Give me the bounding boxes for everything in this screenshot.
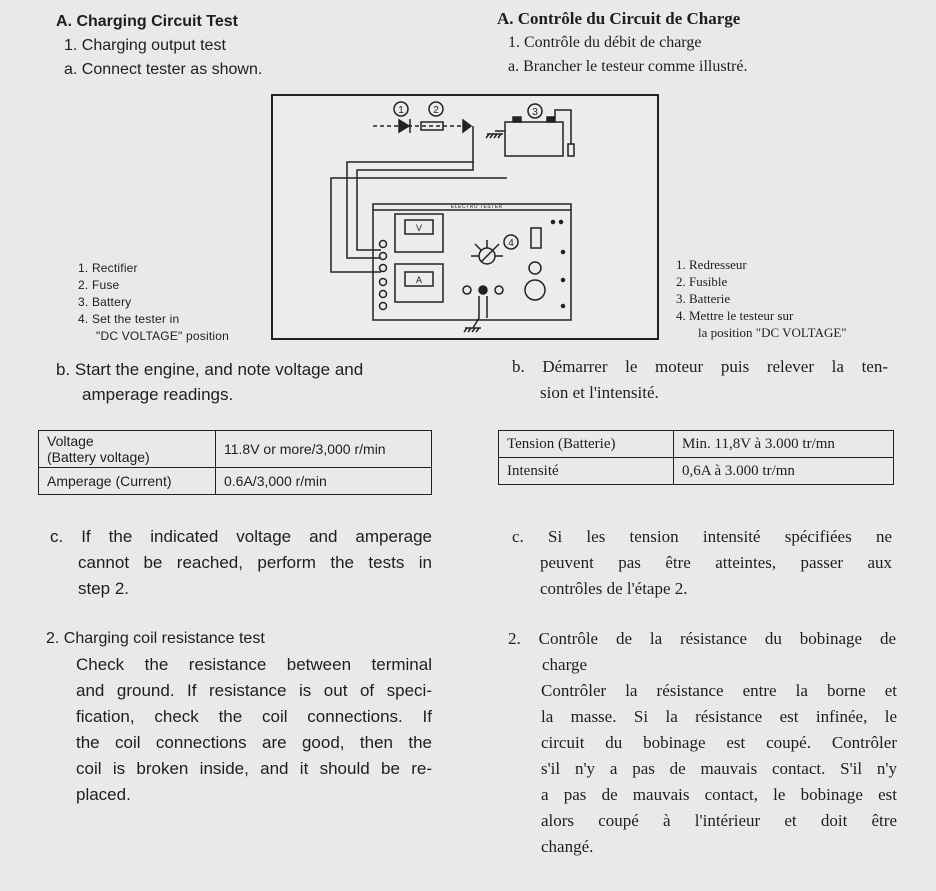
- tester-lamp-icon: [529, 262, 541, 274]
- voltmeter-label: V: [415, 223, 423, 233]
- terminal-icon: [380, 303, 387, 310]
- rectifier-diode-icon: [399, 120, 409, 132]
- step-a-fr: a. Brancher le testeur comme illustré.: [508, 58, 748, 75]
- terminal-icon: [380, 291, 387, 298]
- voltage-value: 11.8V or more/3,000 r/min: [216, 431, 432, 468]
- step-2-en-line2: and ground. If resistance is out of speci-: [76, 681, 432, 700]
- tension-label: Tension (Batterie): [499, 431, 674, 458]
- callout-2: 2: [433, 105, 439, 116]
- intensite-value: 0,6A à 3.000 tr/mn: [674, 458, 894, 485]
- step-b-en-line1: b. Start the engine, and note voltage and: [56, 360, 364, 379]
- terminal-icon: [380, 265, 387, 272]
- step-a-en: a. Connect tester as shown.: [64, 61, 263, 78]
- tester-dial-icon: [525, 280, 545, 300]
- step-c-en-line1: c. If the indicated voltage and amperage: [50, 527, 432, 546]
- step-2-fr-line7: changé.: [541, 837, 594, 856]
- step-b-en-line2: amperage readings.: [82, 385, 234, 404]
- step-2-title-en: 2. Charging coil resistance test: [46, 630, 265, 647]
- table-row: [39, 468, 432, 495]
- table-row: [39, 431, 432, 468]
- step-2-title-fr: [508, 629, 896, 681]
- step-2-en-line5: coil is broken inside, and it should be re-: [76, 759, 432, 778]
- legend-en-4: 4. Set the tester in: [78, 312, 180, 326]
- section-title-en: A. Charging Circuit Test: [56, 13, 238, 30]
- step-2-title-fr-line1: 2. Contrôle de la résistance du bobinage de: [508, 629, 896, 648]
- socket-icon: [479, 286, 487, 294]
- terminal-icon: [380, 279, 387, 286]
- step-1-fr: 1. Contrôle du débit de charge: [508, 34, 702, 51]
- second-diode-icon: [463, 120, 471, 132]
- intensite-label: Intensité: [499, 458, 674, 485]
- tester-switch: [531, 228, 541, 248]
- step-2-fr-line2: la masse. Si la résistance est infinée, le: [541, 707, 897, 726]
- ground-probe-wire: [473, 296, 479, 328]
- amperage-label: Amperage (Current): [39, 468, 216, 495]
- callout-4: 4: [508, 238, 514, 249]
- terminal-icon: [380, 253, 387, 260]
- voltage-label: Voltage: [47, 433, 94, 449]
- step-2-en-line1: Check the resistance between terminal: [76, 655, 432, 674]
- step-2-en-line6: placed.: [76, 785, 131, 804]
- ammeter-label: A: [415, 275, 423, 285]
- section-title-fr: A. Contrôle du Circuit de Charge: [497, 9, 741, 28]
- legend-en-2: 2. Fuse: [78, 278, 120, 292]
- step-2-title-fr-line2: charge: [542, 655, 587, 674]
- legend-fr-1: 1. Redresseur: [676, 257, 747, 272]
- step-2-fr-line5: a pas de mauvais contact, le bobinage est: [541, 785, 897, 804]
- step-2-en-line3: fication, check the coil connections. If: [76, 707, 432, 726]
- tension-value: Min. 11,8V à 3.000 tr/mn: [674, 431, 894, 458]
- step-c-fr-line2: peuvent pas être atteintes, passer aux: [540, 553, 892, 572]
- step-2-body-en: [76, 655, 432, 811]
- spec-table-en: [38, 430, 432, 495]
- legend-en-5: "DC VOLTAGE" position: [96, 329, 229, 343]
- table-row: [499, 431, 894, 458]
- inline-connector: [568, 144, 574, 156]
- battery-voltage-label: (Battery voltage): [47, 449, 150, 465]
- socket-icon: [495, 286, 503, 294]
- wiring-diagram-svg: [273, 96, 659, 340]
- step-2-body-fr: [541, 681, 897, 863]
- step-c-en-line3: step 2.: [78, 579, 130, 598]
- legend-en-1: 1. Rectifier: [78, 261, 138, 275]
- legend-fr-3: 3. Batterie: [676, 291, 731, 306]
- battery-terminal-positive: [547, 117, 555, 122]
- legend-fr-2: 2. Fusible: [676, 274, 728, 289]
- voltage-label-cell: [39, 431, 216, 468]
- battery-terminal-negative: [513, 117, 521, 122]
- amperage-value: 0.6A/3,000 r/min: [216, 468, 432, 495]
- callout-3: 3: [532, 107, 538, 118]
- step-b-fr-line1: b. Démarrer le moteur puis relever la ten-: [512, 357, 888, 376]
- spec-table-fr: [498, 430, 894, 485]
- step-c-fr: [512, 527, 892, 605]
- table-row: [499, 458, 894, 485]
- step-2-fr-line1: Contrôler la résistance entre la borne et: [541, 681, 897, 700]
- step-2-fr-line3: circuit du bobinage est coupé. Contrôler: [541, 733, 897, 752]
- battery-icon: [505, 122, 563, 156]
- step-2-fr-line6: alors coupé à l'intérieur et doit être: [541, 811, 897, 830]
- legend-fr-5: la position "DC VOLTAGE": [698, 325, 847, 340]
- terminal-icon: [380, 241, 387, 248]
- socket-icon: [463, 286, 471, 294]
- step-2-fr-line4: s'il n'y a pas de mauvais contact. S'il n'y: [541, 759, 897, 778]
- step-c-en: [50, 527, 432, 605]
- step-1-en: 1. Charging output test: [64, 37, 226, 54]
- legend-fr-4: 4. Mettre le testeur sur: [676, 308, 794, 323]
- rectifier-tester-wire: [347, 126, 473, 258]
- step-b-fr: [512, 357, 888, 409]
- step-b-fr-line2: sion et l'intensité.: [540, 383, 659, 402]
- step-c-fr-line1: c. Si les tension intensité spécifiées ne: [512, 527, 892, 546]
- step-2-en-line4: the coil connections are good, then the: [76, 733, 432, 752]
- wiring-diagram: [271, 94, 659, 340]
- step-c-en-line2: cannot be reached, perform the tests in: [78, 553, 432, 572]
- legend-en-3: 3. Battery: [78, 295, 132, 309]
- step-c-fr-line3: contrôles de l'étape 2.: [540, 579, 688, 598]
- tester-label: ELECTRO TESTER: [451, 204, 503, 210]
- callout-1: 1: [398, 105, 404, 116]
